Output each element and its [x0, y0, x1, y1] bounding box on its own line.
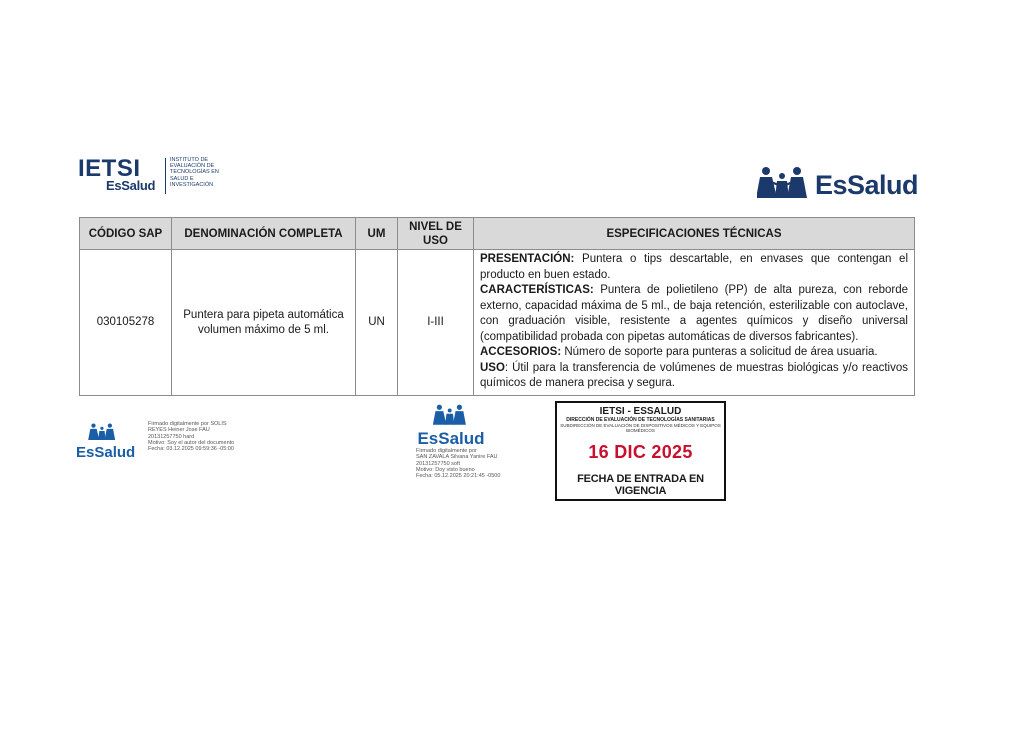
family-icon — [88, 423, 118, 441]
stamp-footer: FECHA DE ENTRADA EN VIGENCIA — [577, 473, 704, 497]
cell-name: Puntera para pipeta automática volumen máximo de 5 ml. — [172, 250, 356, 396]
signature-line: Motivo: Doy visto bueno — [416, 466, 475, 473]
table-row — [80, 250, 915, 396]
spec-caracteristicas-text: Puntera de polietileno (PP) de alta pureza, con reborde externo, capacidad máxima de 5 ml., de baja retención, esterilizable con autoclave, con graduación visible, resistente a agentes químicos y diseño universal (compatibilidad probada con pipetas automáticas de diversos fabricantes). — [480, 284, 908, 343]
ietsi-logo-divider — [165, 158, 166, 194]
spec-uso-label: USO — [480, 361, 505, 374]
cell-code: 030105278 — [80, 250, 172, 396]
ietsi-desc-line: INSTITUTO DE — [170, 157, 209, 163]
header-nivel-uso: NIVEL DE USO — [398, 218, 474, 250]
family-icon — [757, 166, 811, 200]
signature-1-text — [148, 421, 268, 452]
spec-uso-text: : Útil para la transferencia de volúmenes de muestras biológicas y/o reactivos químicos de manera precisa y segura. — [480, 361, 908, 389]
cell-specs — [474, 250, 915, 396]
spec-caracteristicas-label: CARACTERÍSTICAS: — [480, 284, 594, 296]
ietsi-logo-description — [170, 157, 230, 188]
signature-line: Motivo: Soy el autor del documento — [148, 439, 235, 446]
signature-line: 20131257750 hard — [148, 433, 195, 440]
signature-line: Firmado digitalmente por — [416, 448, 477, 454]
ietsi-logo-word: IETSI — [78, 155, 141, 182]
digital-signature-1 — [76, 421, 266, 465]
signature-2-text — [416, 448, 526, 479]
cell-um: UN — [356, 250, 398, 396]
ietsi-logo — [78, 156, 228, 198]
stamp-line-2: SUBDIRECCIÓN DE EVALUACIÓN DE DISPOSITIVOS MÉDICOS Y EQUIPOS BIOMÉDICOS — [560, 423, 721, 433]
spec-accesorios-label: ACCESORIOS: — [480, 346, 562, 358]
ietsi-desc-line: SALUD E — [170, 175, 194, 182]
header-denominacion: DENOMINACIÓN COMPLETA — [172, 218, 356, 250]
ietsi-desc-line: EVALUACIÓN DE — [170, 163, 215, 170]
signature-1-logo — [76, 423, 136, 461]
ietsi-desc-line: TECNOLOGÍAS EN — [170, 169, 219, 176]
signature-line: 20131257750 soft — [416, 460, 461, 467]
essalud-logo-name: EsSalud — [815, 170, 919, 200]
signature-2-logo-name: EsSalud — [417, 429, 485, 448]
stamp-line-1: DIRECCIÓN DE EVALUACIÓN DE TECNOLOGÍAS SANITARIAS — [566, 417, 715, 423]
family-icon — [433, 404, 469, 426]
spec-accesorios-text: Número de soporte para punteras a solicitud de área usuaria. — [561, 346, 878, 358]
header-codigo-sap: CÓDIGO SAP — [80, 218, 172, 250]
ietsi-logo-sub: EsSalud — [106, 178, 156, 193]
ietsi-desc-line: INVESTIGACIÓN — [170, 181, 214, 188]
signature-2-logo — [416, 404, 486, 449]
signature-1-logo-name: EsSalud — [76, 444, 136, 461]
signature-line: REYES Heiner Jose FAU — [148, 427, 210, 434]
spec-presentacion-text: Puntera o tips descartable, en envases que contengan el producto en buen estado. — [480, 253, 908, 281]
signature-line: Fecha: 03.12.2025 09:59:36 -05:00 — [148, 446, 234, 453]
stamp-date: 16 DIC 2025 — [588, 442, 693, 462]
stamp-title: IETSI - ESSALUD — [599, 406, 682, 417]
digital-signature-2 — [416, 404, 526, 488]
validity-stamp — [555, 401, 726, 501]
signature-line: Fecha: 05.12.2025 20:21:45 -0500 — [416, 473, 501, 480]
signature-line: SAN ZAVALA Silvana Yanire FAU — [416, 454, 498, 461]
header-um: UM — [356, 218, 398, 250]
spec-presentacion-label: PRESENTACIÓN: — [480, 253, 575, 265]
header-especificaciones: ESPECIFICACIONES TÉCNICAS — [474, 218, 915, 250]
table-header-row — [80, 218, 915, 250]
essalud-logo — [757, 164, 917, 204]
specifications-table — [79, 217, 915, 396]
cell-level: I-III — [398, 250, 474, 396]
signature-line: Firmado digitalmente por SOLIS — [148, 421, 227, 427]
